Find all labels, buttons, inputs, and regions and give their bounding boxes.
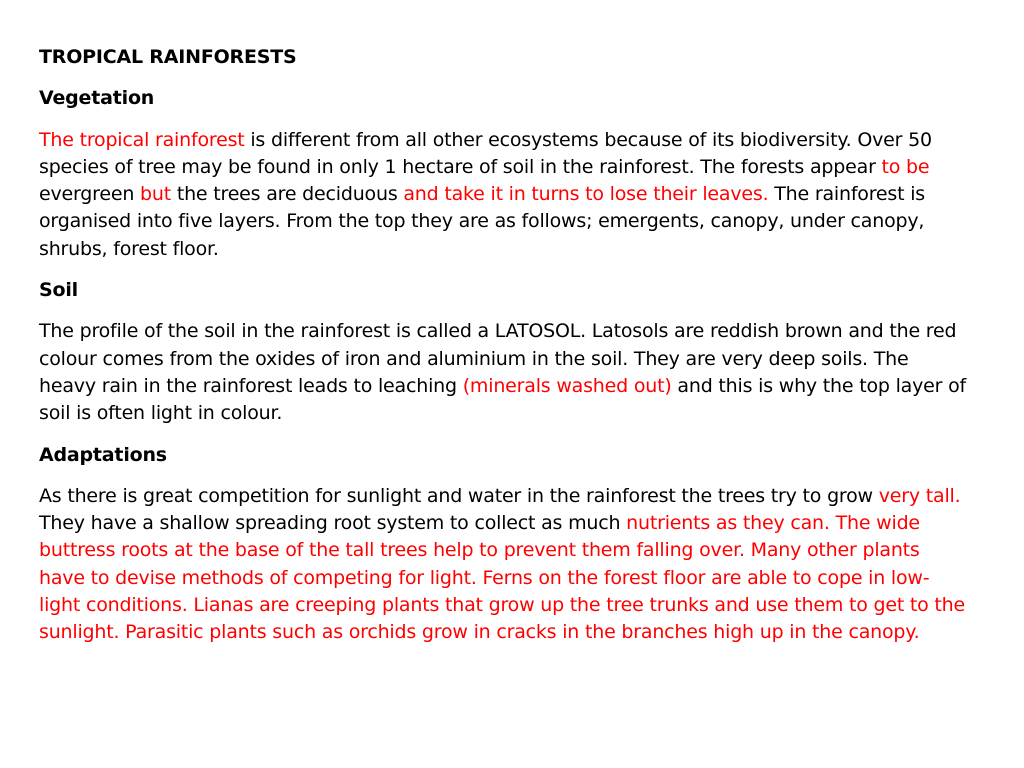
soil-heading: Soil — [39, 279, 78, 302]
text-segment: and take it in turns to lose their leaves. — [403, 183, 769, 206]
text-segment: is different from all other ecosystems because of its biodiversity. Over 50 species of tree may be found in only 1 hectare of soil in the rainforest. The forests appear — [39, 128, 932, 178]
text-segment: to be — [881, 155, 930, 178]
adaptations-paragraph — [39, 483, 969, 647]
document — [39, 44, 969, 661]
text-segment: the trees are deciduous — [170, 183, 404, 206]
text-segment: evergreen — [39, 183, 141, 206]
text-segment: nutrients as they can. The wide buttress roots at the base of the tall trees help to prevent them falling over. Many other plants have to devise methods of competing for light. Ferns on the forest floor are able to cope in low-light conditions. Lianas are creeping plants that grow up the tree trunks and use them to get to the sunlight. Parasitic plants such as orchids grow in cracks in the branches high up in the canopy. — [39, 512, 966, 644]
soil-paragraph — [39, 318, 969, 427]
text-segment: but — [140, 183, 171, 206]
text-segment: very tall. — [878, 484, 961, 507]
text-segment: and this is why the top layer of soil is often light in colour. — [39, 374, 967, 425]
text-segment: They have a shallow spreading root system to collect as much — [39, 512, 627, 535]
vegetation-paragraph — [39, 127, 969, 263]
text-segment: The tropical rainforest — [39, 128, 245, 151]
text-segment: The rainforest is organised into five layers. From the top they are as follows; emergents, canopy, under canopy, shrubs, forest floor. — [39, 183, 925, 260]
vegetation-heading: Vegetation — [39, 87, 155, 110]
page-title: TROPICAL RAINFORESTS — [39, 46, 297, 68]
text-segment: The profile of the soil in the rainforest is called a LATOSOL. Latosols are reddish brown and the red colour comes from the oxides of iron and aluminium in the soil. They are very deep soils. The heavy rain in the rainforest leads to leaching — [39, 320, 957, 397]
adaptations-heading: Adaptations — [39, 443, 167, 466]
text-segment: As there is great competition for sunlight and water in the rainforest the trees try to grow — [39, 484, 879, 507]
text-segment: (minerals washed out) — [462, 374, 672, 397]
